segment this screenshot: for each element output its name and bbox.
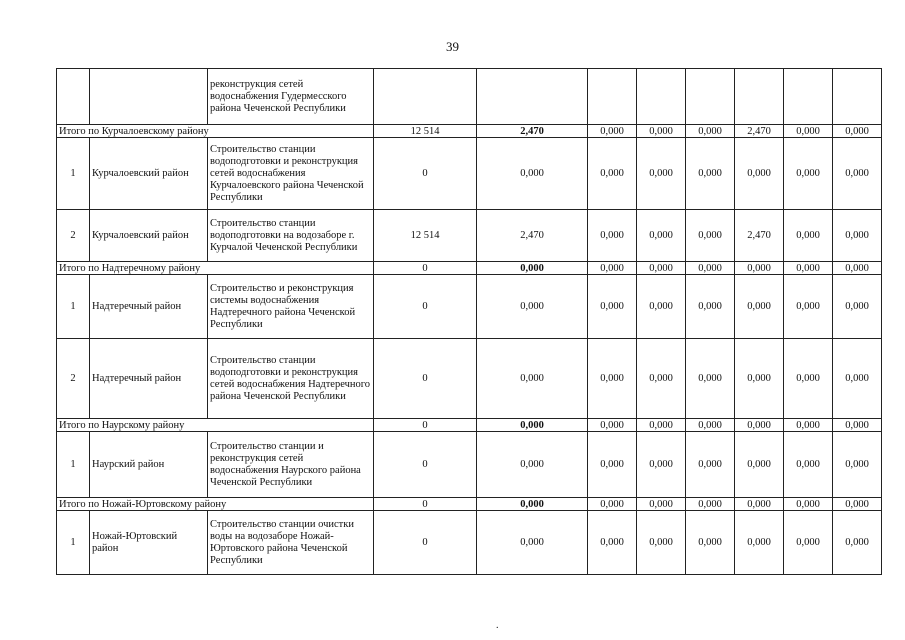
value-cell: 0,000 [833,339,882,419]
table-body [57,69,882,575]
value-cell: 0 [374,275,477,339]
value-cell: 0,000 [735,275,784,339]
table-row [57,339,882,419]
value-cell: 0 [374,339,477,419]
row-number-cell: 1 [57,511,90,575]
row-number-cell [57,69,90,125]
total-row [57,125,882,138]
value-cell [735,69,784,125]
value-cell: 0,000 [735,511,784,575]
total-value-cell: 0,000 [735,498,784,511]
object-cell: реконструкция сетей водоснабжения Гудермесского района Чеченской Республики [208,69,374,125]
value-cell [588,69,637,125]
table-row [57,138,882,210]
row-number-cell: 1 [57,432,90,498]
value-cell: 0,000 [637,138,686,210]
object-cell: Строительство станции водоподготовки и реконструкция сетей водоснабжения Курчалоевского района Чеченской Республики [208,138,374,210]
total-label: Итого по Наурскому району [57,419,374,432]
total-label: Итого по Курчалоевскому району [57,125,374,138]
value-cell: 0,000 [833,275,882,339]
object-cell: Строительство станции водоподготовки на водозаборе г. Курчалой Чеченской Республики [208,210,374,262]
total-value-cell: 0,000 [784,498,833,511]
district-cell: Курчалоевский район [90,138,208,210]
value-cell: 0,000 [833,210,882,262]
table-row [57,511,882,575]
value-cell: 0,000 [477,275,588,339]
district-cell: Наурский район [90,432,208,498]
value-cell: 0,000 [637,511,686,575]
value-cell: 0,000 [588,432,637,498]
total-value-cell: 0,000 [833,419,882,432]
object-cell: Строительство и реконструкция системы водоснабжения Надтеречного района Чеченской Республики [208,275,374,339]
value-cell [833,69,882,125]
total-label: Итого по Ножай-Юртовскому району [57,498,374,511]
value-cell: 0,000 [833,138,882,210]
value-cell: 0,000 [637,275,686,339]
value-cell: 0,000 [588,275,637,339]
value-cell: 0 [374,511,477,575]
value-cell: 0,000 [477,339,588,419]
value-cell: 0,000 [686,339,735,419]
total-value-cell: 0 [374,498,477,511]
table-row [57,432,882,498]
value-cell: 0,000 [735,432,784,498]
value-cell [374,69,477,125]
value-cell: 0,000 [477,432,588,498]
value-cell: 0,000 [686,275,735,339]
total-value-cell: 0,000 [686,498,735,511]
value-cell: 0,000 [833,432,882,498]
page-number: 39 [446,39,459,54]
total-value-cell: 0,000 [477,498,588,511]
table-row [57,210,882,262]
footer-mark: . [496,620,499,631]
row-number-cell: 2 [57,210,90,262]
value-cell: 0,000 [784,511,833,575]
total-value-cell: 0 [374,419,477,432]
object-cell: Строительство станции и реконструкция сетей водоснабжения Наурского района Чеченской Республики [208,432,374,498]
district-cell: Курчалоевский район [90,210,208,262]
value-cell: 0,000 [784,275,833,339]
value-cell: 0,000 [686,210,735,262]
object-cell: Строительство станции водоподготовки и реконструкция сетей водоснабжения Надтеречного района Чеченской Республики [208,339,374,419]
total-value-cell: 0,000 [686,419,735,432]
row-number-cell: 2 [57,339,90,419]
total-value-cell: 0,000 [686,125,735,138]
value-cell: 0,000 [686,511,735,575]
value-cell: 0 [374,138,477,210]
district-cell [90,69,208,125]
value-cell: 0,000 [477,138,588,210]
value-cell: 0,000 [588,511,637,575]
total-value-cell: 0,000 [588,419,637,432]
total-value-cell: 0,000 [588,125,637,138]
total-value-cell: 0,000 [637,125,686,138]
total-value-cell: 0,000 [735,262,784,275]
row-number-cell: 1 [57,138,90,210]
district-cell: Надтеречный район [90,339,208,419]
total-value-cell: 0,000 [588,262,637,275]
total-row [57,262,882,275]
total-value-cell: 0,000 [833,262,882,275]
total-value-cell: 0,000 [833,498,882,511]
total-value-cell: 0,000 [477,419,588,432]
district-cell: Ножай-Юртовский район [90,511,208,575]
value-cell [784,69,833,125]
value-cell: 0,000 [833,511,882,575]
value-cell: 0,000 [784,138,833,210]
total-row [57,419,882,432]
total-value-cell: 2,470 [477,125,588,138]
row-number-cell: 1 [57,275,90,339]
value-cell: 0 [374,432,477,498]
total-value-cell: 0 [374,262,477,275]
value-cell: 0,000 [735,339,784,419]
value-cell: 0,000 [477,511,588,575]
total-value-cell: 0,000 [637,498,686,511]
value-cell: 0,000 [686,138,735,210]
total-value-cell: 0,000 [588,498,637,511]
value-cell [686,69,735,125]
value-cell: 0,000 [735,138,784,210]
total-row [57,498,882,511]
value-cell: 2,470 [477,210,588,262]
total-value-cell: 0,000 [477,262,588,275]
value-cell: 2,470 [735,210,784,262]
value-cell: 0,000 [637,339,686,419]
total-value-cell: 12 514 [374,125,477,138]
total-value-cell: 0,000 [686,262,735,275]
value-cell: 0,000 [588,339,637,419]
total-label: Итого по Надтеречному району [57,262,374,275]
total-value-cell: 0,000 [637,262,686,275]
total-value-cell: 0,000 [784,125,833,138]
value-cell: 0,000 [588,138,637,210]
value-cell: 0,000 [686,432,735,498]
value-cell: 0,000 [784,339,833,419]
value-cell: 0,000 [588,210,637,262]
object-cell: Строительство станции очистки воды на водозаборе Ножай-Юртовского района Чеченской Республики [208,511,374,575]
budget-table [56,68,882,575]
table-row [57,275,882,339]
value-cell: 0,000 [784,210,833,262]
total-value-cell: 0,000 [735,419,784,432]
value-cell [637,69,686,125]
total-value-cell: 0,000 [833,125,882,138]
total-value-cell: 2,470 [735,125,784,138]
district-cell: Надтеречный район [90,275,208,339]
value-cell: 0,000 [637,210,686,262]
total-value-cell: 0,000 [637,419,686,432]
value-cell: 0,000 [784,432,833,498]
value-cell [477,69,588,125]
table-row [57,69,882,125]
value-cell: 12 514 [374,210,477,262]
total-value-cell: 0,000 [784,419,833,432]
value-cell: 0,000 [637,432,686,498]
total-value-cell: 0,000 [784,262,833,275]
